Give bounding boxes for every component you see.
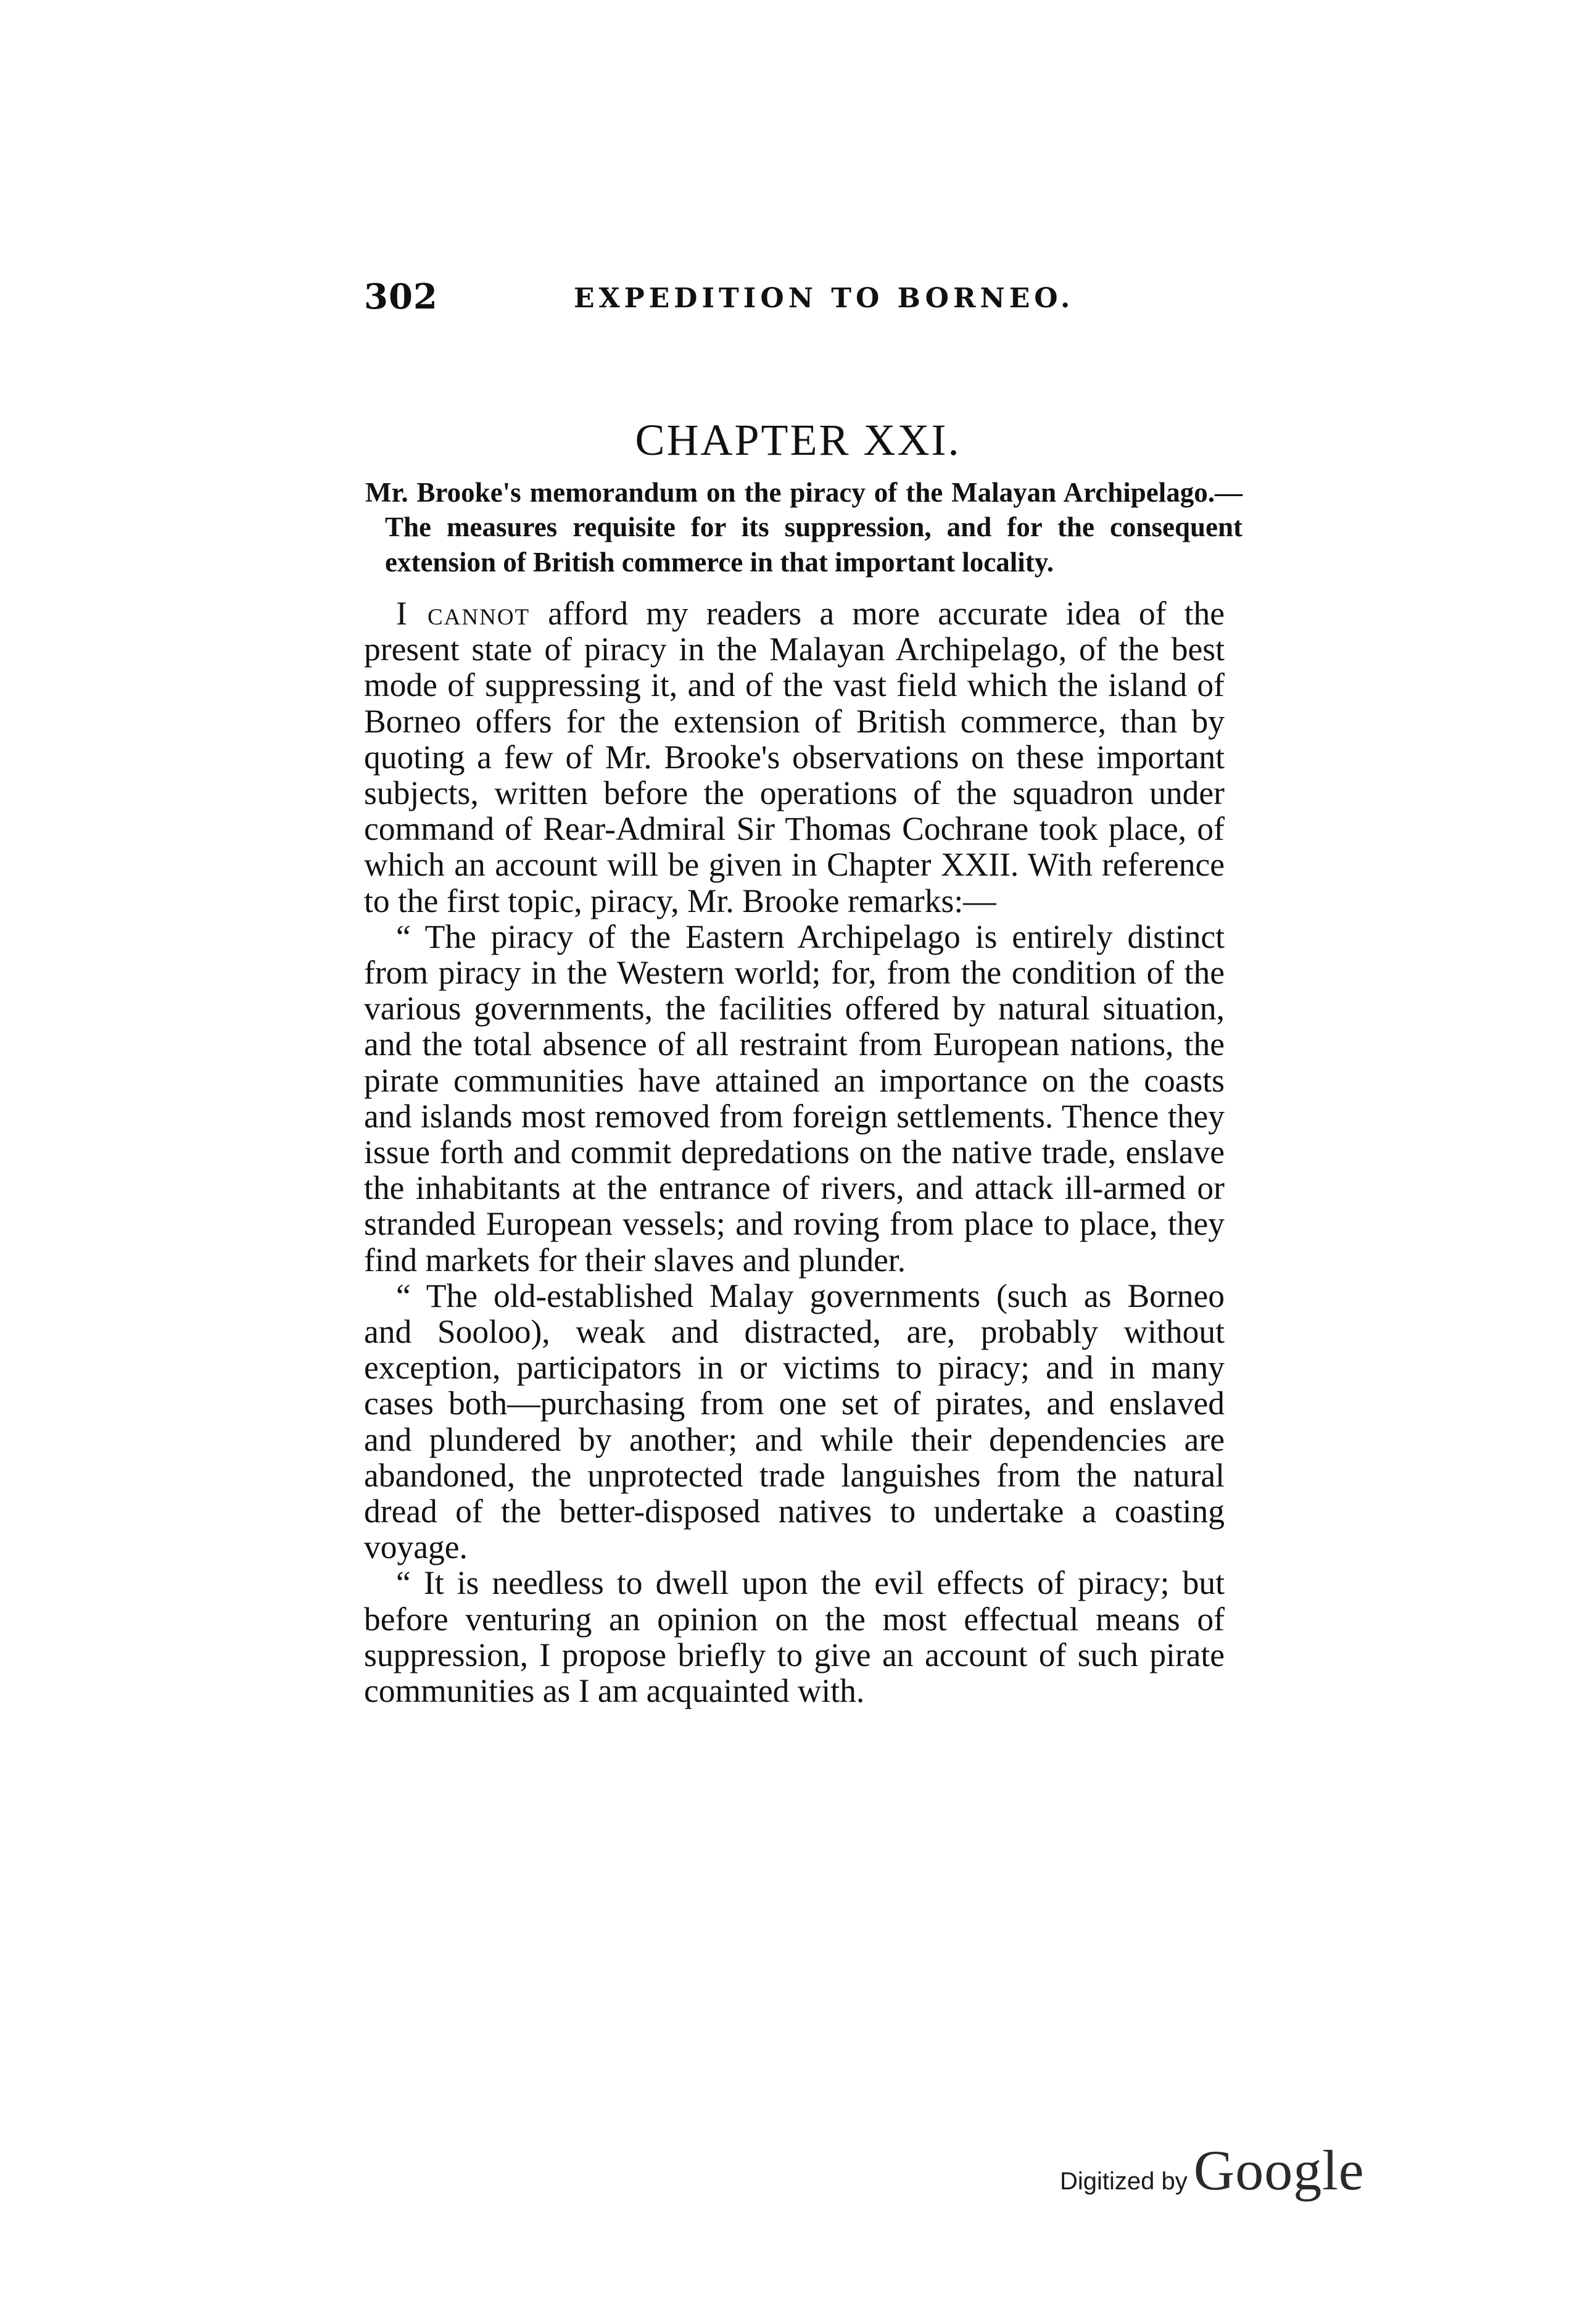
running-head: EXPEDITION TO BORNEO. [574, 283, 1075, 314]
paragraph-2: “ The piracy of the Eastern Archipelago is entirely distinct from piracy in the Western world; for, from the condition of the various governments, the facilities offered by natural situation, and the total absence of all restraint from European nations, the pirate communities have attained an importance on the coasts and islands most removed from foreign settlements. Thence they issue forth and commit depredations on the native trade, enslave the inhabitants at the entrance of rivers, and attack ill-armed or stranded European vessels; and roving from place to place, they find markets for their slaves and plunder. [364, 918, 1225, 1279]
paragraph-1 [364, 595, 1225, 919]
digitized-label: Digitized by [1060, 2168, 1188, 2195]
page-header [364, 276, 1228, 326]
paragraph-1-text: afford my readers a more accurate idea of the present state of piracy in the Malayan Archipelago, of the best mode of suppressing it, and of the vast field which the island of Borneo offers for the extension of British commerce, than by quoting a few of Mr. Brooke's observations on these important subjects, written before the operations of the squadron under command of Rear-Admiral Sir Thomas Cochrane took place, of which an account will be given in Chapter XXII. With reference to the first topic, piracy, Mr. Brooke remarks:— [364, 595, 1225, 919]
paragraph-3: “ The old-established Malay governments (such as Borneo and Sooloo), weak and distracted, are, probably without exception, participators in or victims to piracy; and in many cases both—purchasing from one set of pirates, and enslaved and plundered by another; and while their dependencies are abandoned, the unprotected trade languishes from the natural dread of the better-disposed natives to undertake a coasting voyage. [364, 1277, 1225, 1566]
paragraph-4: “ It is needless to dwell upon the evil effects of piracy; but before venturing an opinion on the most effectual means of suppression, I propose briefly to give an account of such pirate communities as I am acquainted with. [364, 1564, 1225, 1710]
digitized-by-watermark [1060, 2137, 1365, 2202]
body-text [364, 595, 1225, 1709]
page-number: 302 [364, 276, 438, 317]
google-logo: Google [1193, 2139, 1365, 2202]
chapter-title: CHAPTER XXI. [635, 415, 961, 465]
opening-word: I cannot [396, 595, 531, 632]
chapter-summary: Mr. Brooke's memorandum on the piracy of the Malayan Archipelago.—The measures requisite for its suppression, and for the consequent extension of British commerce in that important locality. [365, 477, 1242, 578]
